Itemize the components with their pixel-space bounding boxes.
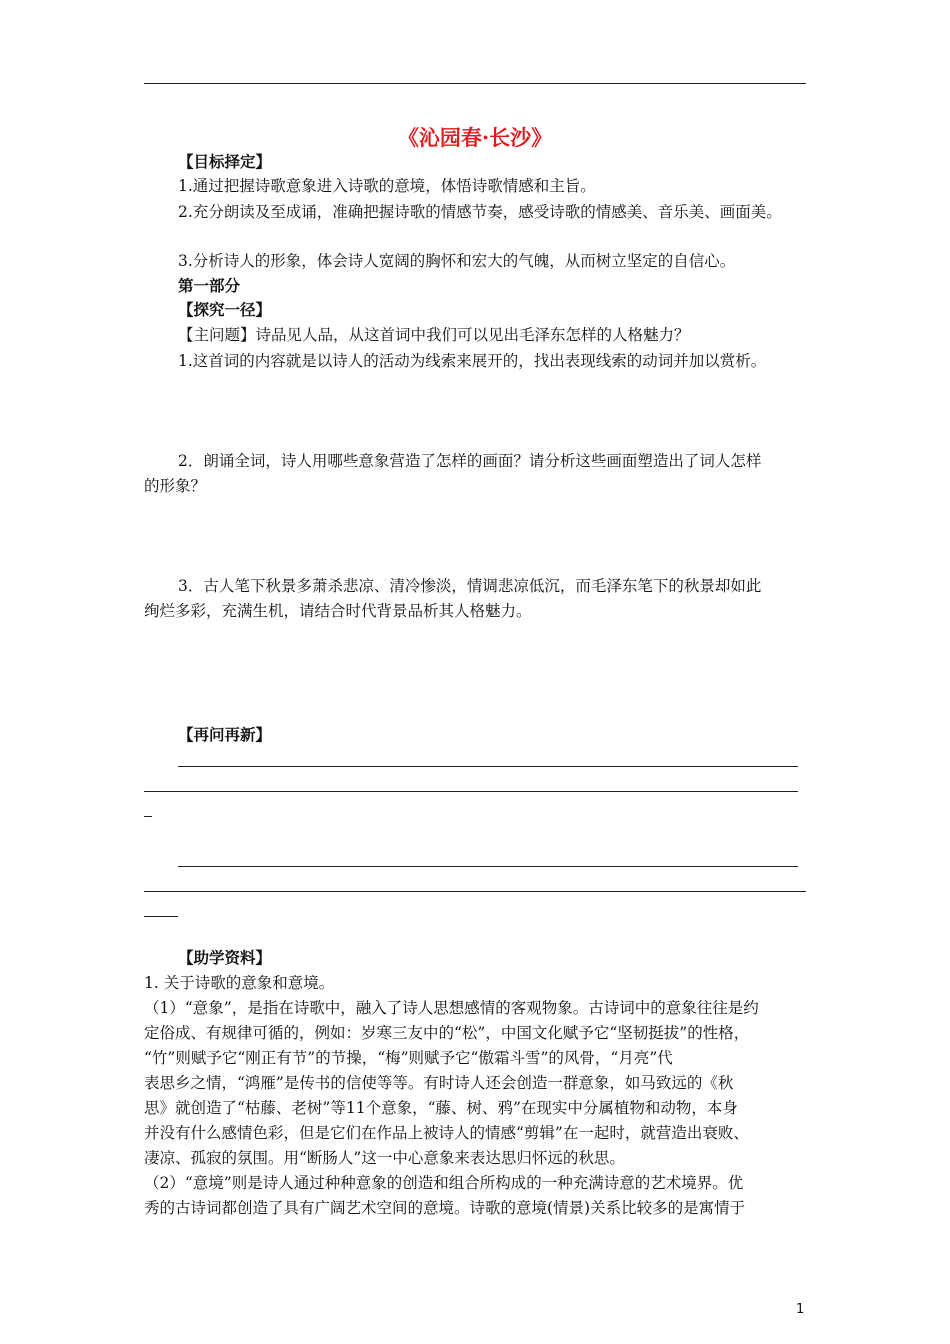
question-2-line-1: 2．朗诵全词，诗人用哪些意象营造了怎样的画面？请分析这些画面塑造出了词人怎样: [178, 452, 762, 470]
goal-item-2: 2.充分朗读及至成诵，准确把握诗歌的情感节奏，感受诗歌的情感美、音乐美、画面美。: [178, 203, 782, 221]
part-heading: 第一部分: [178, 276, 241, 295]
page-number: 1: [796, 1302, 805, 1317]
answer-line-tail: [144, 916, 178, 917]
help-line: （1）“意象”，是指在诗歌中，融入了诗人思想感情的客观物象。古诗词中的意象往往是约: [144, 999, 759, 1017]
question-3-line-2: 绚烂多彩，充满生机，请结合时代背景品析其人格魅力。: [144, 602, 532, 620]
document-title: 《沁园春·长沙》: [397, 125, 553, 150]
help-line: 表思乡之情，“鸿雁”是传书的信使等等。有时诗人还会创造一群意象，如马致远的《秋: [144, 1074, 734, 1092]
question-3-line-1: 3．古人笔下秋景多萧杀悲凉、清冷惨淡，情调悲凉低沉，而毛泽东笔下的秋景却如此: [178, 577, 762, 595]
help-line: 思》就创造了“枯藤、老树”等11个意象，“藤、树、鸦”在现实中分属植物和动物，本身: [144, 1099, 738, 1117]
answer-line[interactable]: [178, 866, 798, 867]
answer-line-tail: [144, 816, 152, 817]
help-line: 凄凉、孤寂的氛围。用“断肠人”这一中心意象来表达思归怀远的秋思。: [144, 1149, 625, 1167]
help-heading: 【助学资料】: [178, 948, 272, 967]
answer-line[interactable]: [144, 891, 806, 892]
question-2-line-2: 的形象？: [144, 477, 207, 495]
question-1: 1.这首词的内容就是以诗人的活动为线索来展开的，找出表现线索的动词并加以赏析。: [178, 352, 767, 370]
help-line: 秀的古诗词都创造了具有广阔艺术空间的意境。诗歌的意境(情景)关系比较多的是寓情于: [144, 1199, 746, 1217]
goal-item-1: 1.通过把握诗歌意象进入诗歌的意境，体悟诗歌情感和主旨。: [178, 177, 596, 195]
answer-line[interactable]: [144, 791, 798, 792]
goals-heading: 【目标择定】: [178, 152, 272, 171]
help-line: 并没有什么感情色彩，但是它们在作品上被诗人的情感“剪辑”在一起时，就营造出衰败、: [144, 1124, 749, 1142]
help-line: （2）“意境”则是诗人通过种种意象的创造和组合所构成的一种充满诗意的艺术境界。优: [144, 1174, 744, 1192]
answer-line[interactable]: [178, 766, 798, 767]
help-line: 1. 关于诗歌的意象和意境。: [144, 974, 335, 992]
help-line: 定俗成、有规律可循的，例如：岁寒三友中的“松”，中国文化赋予它“坚韧挺拔”的性格，: [144, 1024, 750, 1042]
goal-item-3: 3.分析诗人的形象，体会诗人宽阔的胸怀和宏大的气魄，从而树立坚定的自信心。: [178, 252, 736, 270]
main-question: 【主问题】诗品见人品，从这首词中我们可以见出毛泽东怎样的人格魅力？: [178, 326, 690, 344]
reask-heading: 【再问再新】: [178, 725, 272, 744]
help-line: “竹”则赋予它“刚正有节”的节操，“梅”则赋予它“傲霜斗雪”的风骨，“月亮”代: [144, 1049, 673, 1067]
header-rule: [144, 83, 806, 84]
explore-heading: 【探究一径】: [178, 300, 272, 319]
